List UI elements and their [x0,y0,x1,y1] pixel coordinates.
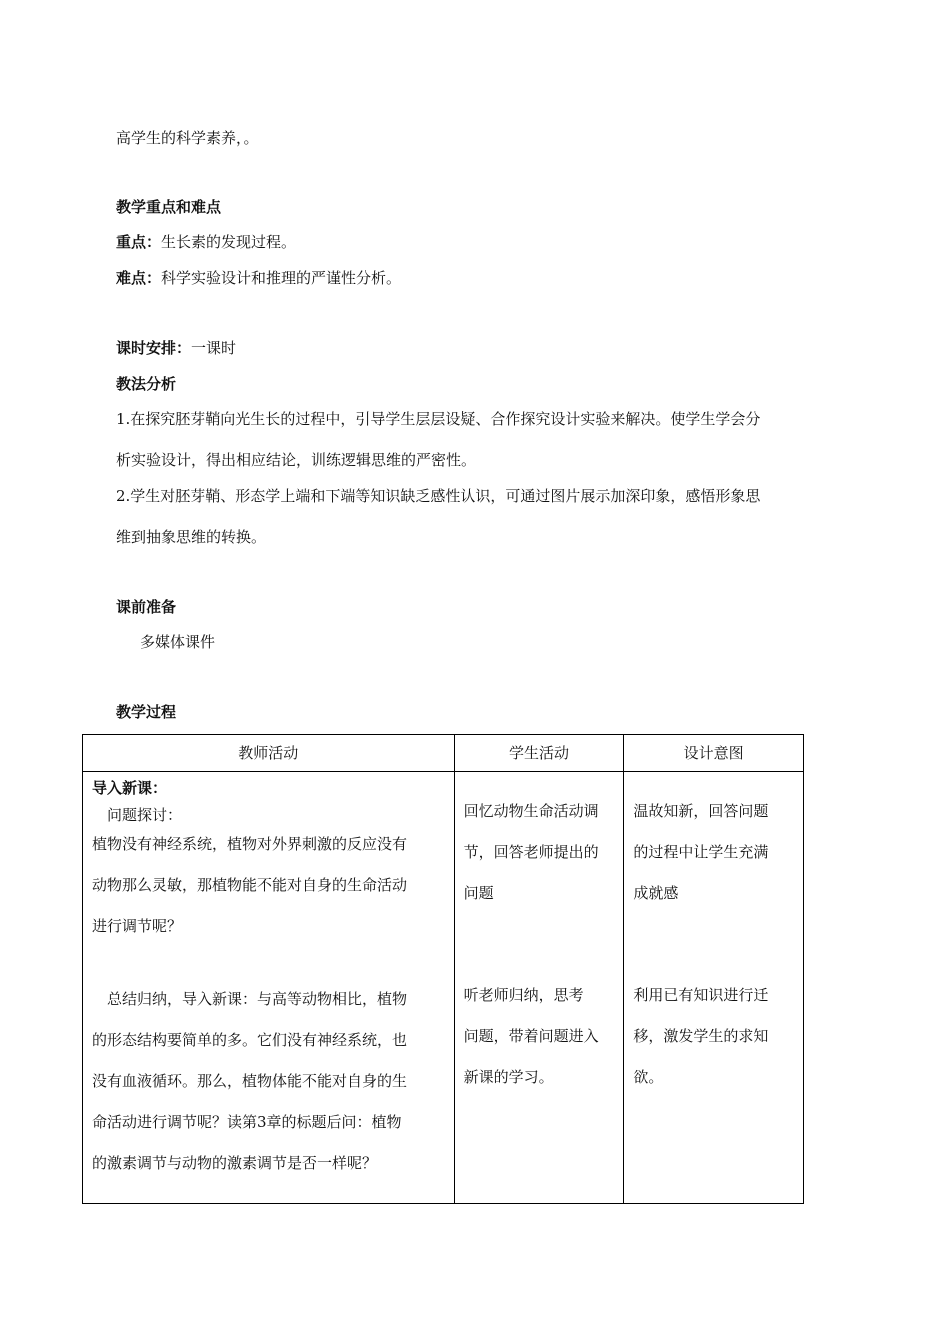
intent-p1-line: 成就感 [633,884,679,902]
header-teacher: 教师活动 [83,735,455,772]
teacher-p2-line: 总结归纳，导入新课：与高等动物相比，植物 [107,990,408,1008]
student-p2-line: 新课的学习。 [463,1068,554,1086]
design-intent-cell [624,772,804,1204]
intent-p1-line: 的过程中让学生充满 [633,843,769,861]
teacher-p2-line: 的形态结构要简单的多。它们没有神经系统，也 [92,1031,408,1049]
difficulty-label: 难点： [116,269,162,287]
header-student: 学生活动 [454,735,624,772]
method-2-line-1: 2.学生对胚芽鞘、形态学上端和下端等知识缺乏感性认识，可通过图片展示加深印象，感悟形象思 [116,487,761,505]
table-row [83,772,804,1204]
teacher-p1-line: 问题探讨： [107,806,183,824]
prep-heading: 课前准备 [116,598,177,616]
key-point-text: 生长素的发现过程。 [161,233,297,251]
student-p1-line: 节，回答老师提出的 [463,843,599,861]
intent-p2-line: 欲。 [633,1068,664,1086]
table-header-row [83,735,804,772]
schedule-label: 课时安排： [116,339,192,357]
difficulty [116,268,401,288]
top-text: 高学生的科学素养，。 [116,129,259,147]
teacher-p2-line: 命活动进行调节呢？读第3章的标题后问：植物 [92,1113,402,1131]
schedule-text: 一课时 [191,339,237,357]
teacher-activity-cell [83,772,455,1204]
prep-text: 多媒体课件 [140,633,216,651]
header-intent: 设计意图 [624,735,804,772]
teacher-p1-line: 进行调节呢？ [92,917,183,935]
student-p1-line: 回忆动物生命活动调 [463,802,599,820]
schedule [116,338,236,358]
process-heading: 教学过程 [116,703,177,721]
intent-p2-line: 移，激发学生的求知 [633,1027,769,1045]
method-1-line-1: 1.在探究胚芽鞘向光生长的过程中，引导学生层层设疑、合作探究设计实验来解决。使学生学会分 [116,410,761,428]
teacher-p1-line: 动物那么灵敏，那植物能不能对自身的生命活动 [92,876,408,894]
student-activity-cell [454,772,624,1204]
student-p2-line: 听老师归纳，思考 [463,986,584,1004]
method-heading: 教法分析 [116,375,177,393]
intent-p1-line: 温故知新，回答问题 [633,802,769,820]
key-point-label: 重点： [116,233,162,251]
intent-p2-line: 利用已有知识进行迁 [633,986,769,1004]
student-p2-line: 问题，带着问题进入 [463,1027,599,1045]
teacher-p1-line: 植物没有神经系统，植物对外界刺激的反应没有 [92,835,408,853]
student-p1-line: 问题 [463,884,494,902]
intro-title: 导入新课： [92,779,168,797]
focus-heading: 教学重点和难点 [116,198,222,216]
method-1-line-2: 析实验设计，得出相应结论，训练逻辑思维的严密性。 [116,451,477,469]
teacher-p2-line: 的激素调节与动物的激素调节是否一样呢？ [92,1154,378,1172]
difficulty-text: 科学实验设计和推理的严谨性分析。 [161,269,402,287]
teaching-process-table [82,734,804,1204]
teacher-p2-line: 没有血液循环。那么，植物体能不能对自身的生 [92,1072,408,1090]
method-2-line-2: 维到抽象思维的转换。 [116,528,267,546]
key-point [116,232,296,252]
